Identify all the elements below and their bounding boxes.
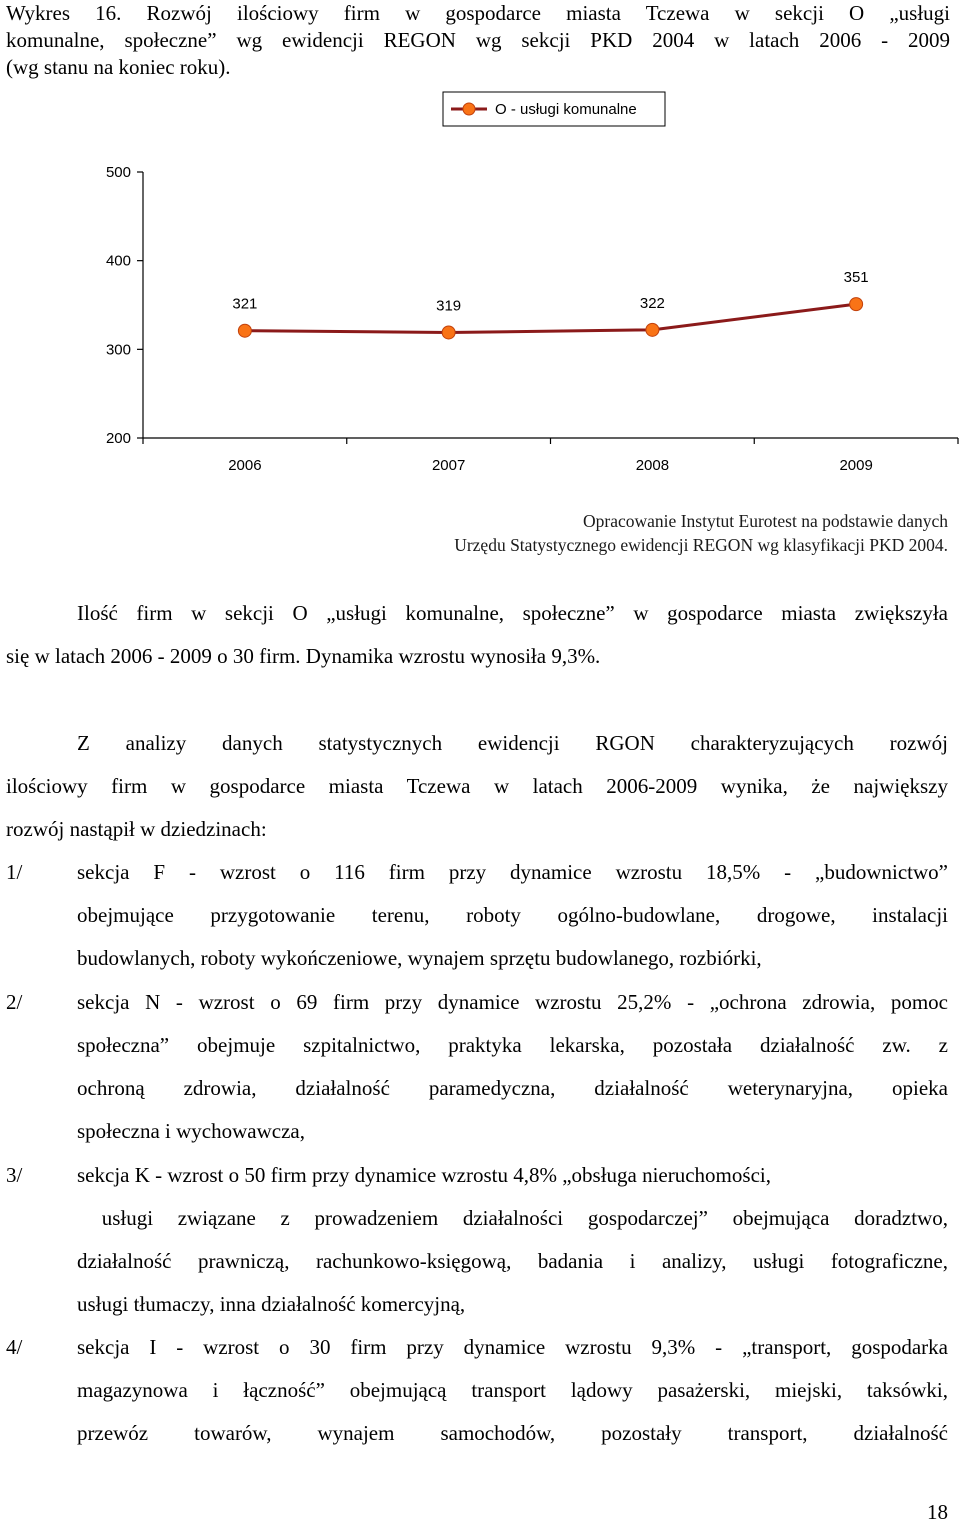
paragraph-analysis: [6, 722, 948, 851]
text-line: rozwój nastąpił w dziedzinach:: [6, 817, 267, 841]
list-number: 2/: [6, 990, 23, 1014]
list-number: 1/: [6, 860, 23, 884]
y-tick-label: 400: [105, 252, 131, 270]
caption-line: komunalne, społeczne” wg ewidencji REGON wg sekcji PKD 2004 w latach 2006 - 2009: [6, 28, 950, 52]
text-line: ochroną zdrowia, działalność paramedyczna, działalność weterynaryjna, opieka: [77, 1076, 948, 1100]
source-note: [248, 509, 948, 557]
text-line: Z analizy danych statystycznych ewidencji RGON charakteryzujących rozwój: [77, 731, 948, 755]
data-label: 351: [843, 269, 869, 287]
chart-series: [232, 269, 868, 339]
source-line: Urzędu Statystycznego ewidencji REGON wg klasyfikacji PKD 2004.: [454, 535, 948, 555]
text-line: obejmujące przygotowanie terenu, roboty ogólno-budowlane, drogowe, instalacji: [77, 903, 948, 927]
text-line: społeczna i wychowawcza,: [77, 1119, 305, 1143]
y-tick-label: 300: [105, 341, 131, 359]
figure-caption: [6, 0, 950, 81]
text-line: sekcja N - wzrost o 69 firm przy dynamice wzrostu 25,2% - „ochrona zdrowia, pomoc: [77, 990, 948, 1014]
text-line: sekcja K - wzrost o 50 firm przy dynamice wzrostu 4,8% „obsługa nieruchomości,: [77, 1163, 771, 1187]
data-point: [442, 326, 455, 339]
text-line: ilościowy firm w gospodarce miasta Tczewa w latach 2006-2009 wynika, że największy: [6, 774, 948, 798]
text-line: działalność prawniczą, rachunkowo-księgową, badania i analizy, usługi fotograficzne,: [77, 1249, 948, 1273]
page-number: 18: [927, 1500, 948, 1524]
legend-marker: [463, 103, 475, 115]
list-number: 4/: [6, 1335, 23, 1359]
text-line: społeczna” obejmuje szpitalnictwo, praktyka lekarska, pozostała działalność zw. z: [77, 1033, 948, 1057]
source-line: Opracowanie Instytut Eurotest na podstawie danych: [583, 511, 948, 531]
text-line: sekcja I - wzrost o 30 firm przy dynamice wzrostu 9,3% - „transport, gospodarka: [77, 1335, 948, 1359]
line-chart: [0, 88, 960, 488]
caption-line: Wykres 16. Rozwój ilościowy firm w gospodarce miasta Tczewa w sekcji O „usługi: [6, 1, 950, 25]
paragraph-summary: [6, 592, 948, 678]
text-line: usługi związane z prowadzeniem działalności gospodarczej” obejmująca doradztwo,: [77, 1206, 948, 1230]
data-point: [850, 298, 863, 311]
y-tick-label: 500: [105, 164, 131, 181]
x-tick-label: 2006: [228, 457, 262, 474]
text-line: się w latach 2006 - 2009 o 30 firm. Dynamika wzrostu wynosiła 9,3%.: [6, 644, 601, 668]
data-point: [238, 324, 251, 337]
text-line: budowlanych, roboty wykończeniowe, wynajem sprzętu budowlanego, rozbiórki,: [77, 946, 762, 970]
text-line: przewóz towarów, wynajem samochodów, pozostały transport, działalność: [77, 1421, 948, 1445]
text-line: sekcja F - wzrost o 116 firm przy dynamice wzrostu 18,5% - „budownictwo”: [77, 860, 948, 884]
text-line: magazynowa i łączność” obejmującą transport lądowy pasażerski, miejski, taksówki,: [77, 1378, 948, 1402]
x-tick-label: 2009: [839, 457, 873, 474]
data-label: 319: [436, 297, 462, 315]
y-tick-label: 200: [105, 430, 131, 447]
text-line: Ilość firm w sekcji O „usługi komunalne, społeczne” w gospodarce miasta zwiększyła: [77, 601, 948, 625]
x-tick-label: 2007: [431, 457, 466, 474]
legend-label: O - usługi komunalne: [495, 101, 637, 118]
series-line: [245, 304, 856, 332]
data-point: [646, 323, 659, 336]
data-label: 321: [232, 295, 258, 313]
caption-line: (wg stanu na koniec roku).: [6, 55, 231, 79]
data-label: 322: [639, 294, 665, 312]
chart-legend: [443, 92, 665, 126]
text-line: usługi tłumaczy, inna działalność komercyjną,: [77, 1292, 466, 1316]
chart-axes: [106, 164, 958, 474]
x-tick-label: 2008: [635, 457, 670, 474]
list-number: 3/: [6, 1163, 23, 1187]
